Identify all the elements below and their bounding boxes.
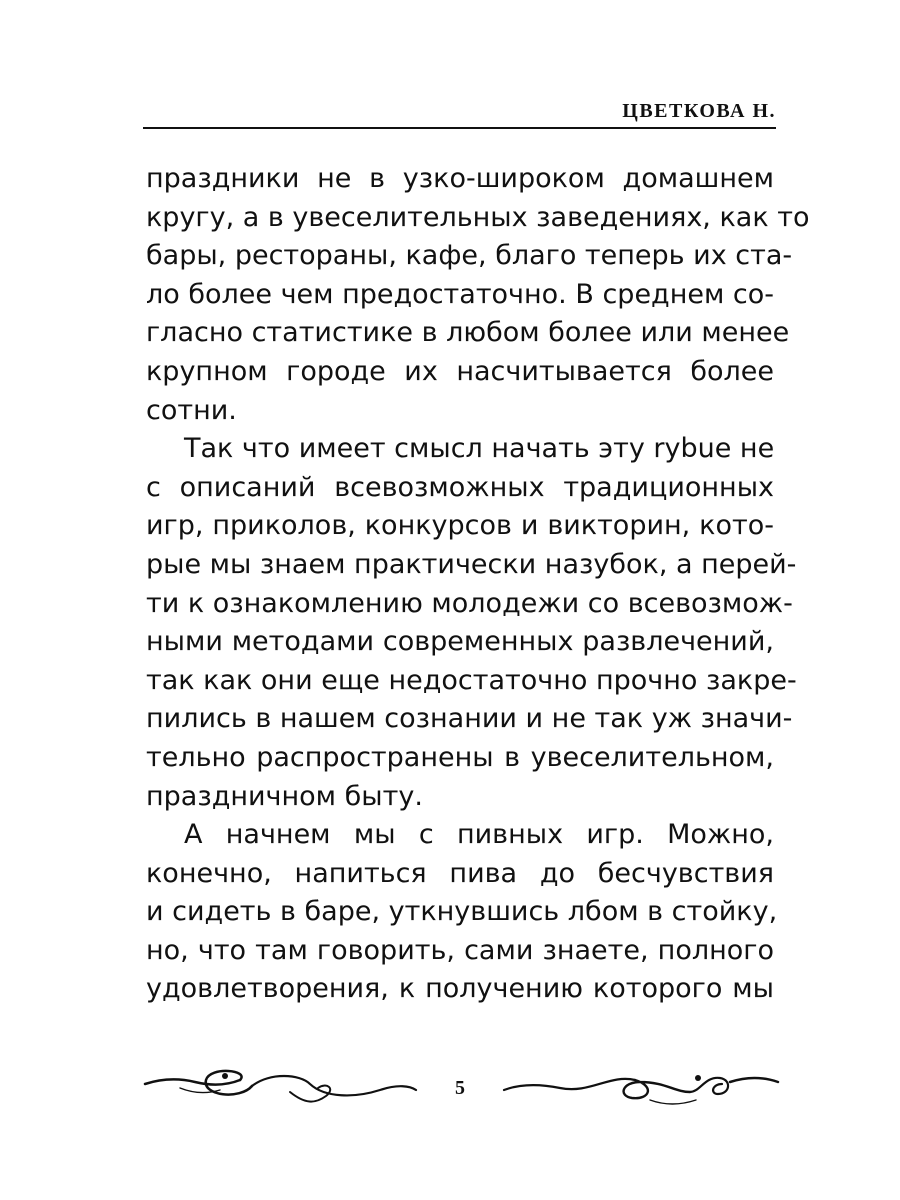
- text-line: бары, рестораны, кафе, благо теперь их ста-: [146, 240, 793, 272]
- text-line: ти к ознакомлению молодежи со всевозмож-: [146, 587, 793, 619]
- text-line: кругу, а в увеселительных заведениях, как то: [146, 201, 810, 233]
- text-line: крупном городе их насчитывается более: [146, 355, 774, 387]
- text-line: игр, приколов, конкурсов и викторин, кото-: [146, 510, 774, 542]
- paragraph-1: [146, 160, 810, 430]
- paragraph-3: [146, 816, 778, 1009]
- flourish-right-icon: [500, 1064, 782, 1124]
- text-line: и сидеть в баре, уткнувшись лбом в стойку,: [146, 896, 778, 928]
- text-line: праздники не в узко-широком домашнем: [146, 163, 774, 194]
- text-line: ными методами современных развлечений,: [146, 626, 774, 658]
- text-line: праздничном быту.: [146, 780, 423, 812]
- text-line: Так что имеет смысл начать эту rybue не: [184, 433, 775, 465]
- text-line: удовлетворения, к получению которого мы: [146, 973, 774, 1005]
- text-line: но, что там говорить, сами знаете, полного: [146, 934, 774, 966]
- text-line: гласно статистике в любом более или менее: [146, 317, 790, 349]
- text-line: рые мы знаем практически назубок, а перей-: [146, 548, 797, 580]
- text-line: конечно, напиться пива до бесчувствия: [146, 857, 774, 889]
- text-line: пились в нашем сознании и не так уж значи-: [146, 703, 793, 735]
- body-text: [146, 160, 810, 1009]
- header-rule: [143, 127, 776, 129]
- running-head: ЦВЕТКОВА Н.: [622, 100, 776, 122]
- text-line: так как они еще недостаточно прочно закре-: [146, 664, 797, 696]
- text-line: сотни.: [146, 394, 237, 426]
- text-line: тельно распространены в увеселительном,: [146, 741, 774, 773]
- text-line: А начнем мы с пивных игр. Можно,: [184, 819, 774, 851]
- text-line: с описаний всевозможных традиционных: [146, 471, 774, 503]
- text-line: ло более чем предостаточно. В среднем со-: [146, 278, 775, 310]
- page-number: 5: [455, 1077, 465, 1099]
- paragraph-2: [146, 430, 797, 816]
- flourish-left-icon: [140, 1064, 420, 1124]
